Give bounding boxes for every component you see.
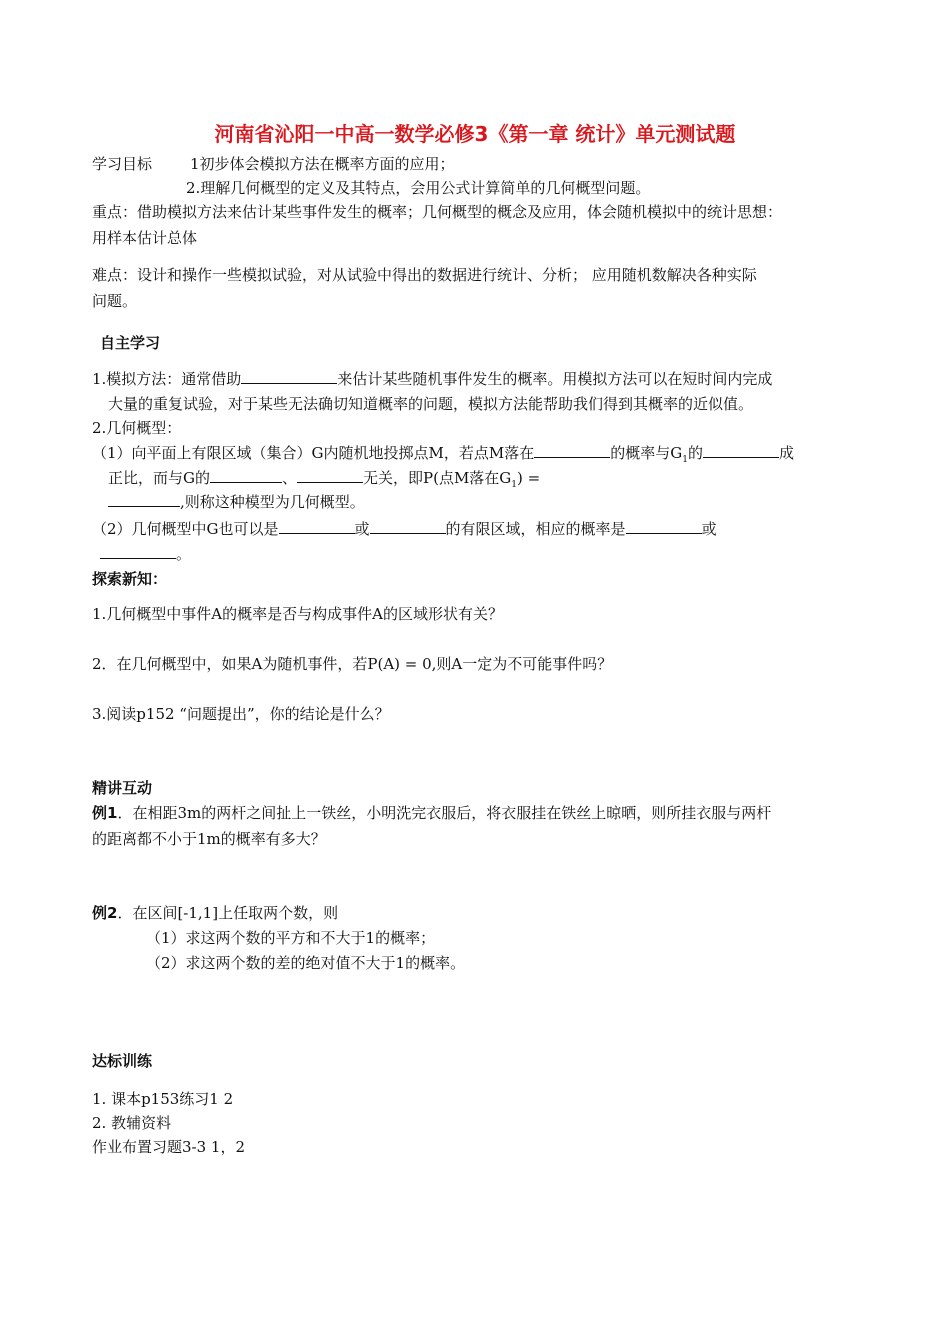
fill-blank: [100, 544, 176, 559]
q2-1-text-f: 、: [281, 469, 297, 487]
example-1-line-1: [92, 803, 771, 823]
fill-blank: [297, 468, 363, 483]
fill-blank: [626, 519, 702, 534]
example-1-line-2: 的距离都不小于1m的概率有多大？: [92, 830, 326, 848]
difficulties-line-1: 难点：设计和操作一些模拟试验，对从试验中得出的数据进行统计、分析； 应用随机数解决各种实际: [92, 266, 757, 284]
example-2-text: ．在区间[-1,1]上任取两个数，则: [117, 904, 339, 922]
q2-2-text-b: 或: [354, 520, 370, 538]
explore-q3: 3.阅读p152 “问题提出”，你的结论是什么？: [92, 705, 390, 723]
difficulties-line-2: 问题。: [92, 292, 138, 310]
practice-heading: 达标训练: [92, 1052, 153, 1070]
fill-blank: [210, 468, 282, 483]
q2-1-text-i: ) =: [517, 469, 541, 487]
q2-2-text-e: 。: [176, 545, 192, 563]
subscript: 1: [511, 480, 518, 490]
interaction-heading: 精讲互动: [92, 779, 153, 797]
self-study-q2-1-line-2: [108, 468, 540, 495]
example-1-text: ．在相距3m的两杆之间扯上一铁丝，小明洗完衣服后，将衣服挂在铁丝上晾晒，则所挂衣服与两杆: [117, 804, 772, 822]
explore-heading: 探索新知：: [92, 570, 168, 588]
homework: 作业布置习题3-3 1，2: [92, 1138, 246, 1156]
q2-1-text-b: 的概率与G: [610, 444, 683, 462]
self-study-q1-line-1: [92, 369, 772, 389]
practice-item-2: 2. 教辅资料: [92, 1114, 172, 1132]
q2-2-text-d: 或: [701, 520, 717, 538]
self-study-q2-1-line-3: [108, 492, 365, 512]
fill-blank: [279, 519, 355, 534]
practice-item-1: 1. 课本p153练习1 2: [92, 1090, 234, 1108]
q2-1-text-a: （1）向平面上有限区域（集合）G内随机地投掷点M，若点M落在: [92, 444, 535, 462]
q1-text-a: 1.模拟方法：通常借助: [92, 370, 242, 388]
explore-q2: 2．在几何概型中，如果A为随机事件，若P(A) = 0,则A一定为不可能事件吗？: [92, 655, 613, 673]
self-study-q2-2-line-2: [100, 544, 191, 564]
objective-2: 2.理解几何概型的定义及其特点，会用公式计算简单的几何概型问题。: [186, 179, 651, 197]
fill-blank: [370, 519, 446, 534]
example-2-line-1: [92, 903, 338, 923]
self-study-q1-line-2: 大量的重复试验，对于某些无法确切知道概率的问题，模拟方法能帮助我们得到其概率的近似值。: [108, 395, 754, 413]
q2-1-text-j: ,则称这种模型为几何概型。: [180, 493, 365, 511]
subscript: 1: [682, 455, 688, 465]
objective-1: 1初步体会模拟方法在概率方面的应用；: [190, 155, 455, 173]
self-study-q2: 2.几何概型：: [92, 419, 182, 437]
key-points-line-1: 重点：借助模拟方法来估计某些事件发生的概率；几何概型的概念及应用，体会随机模拟中的统计思想：: [92, 203, 783, 221]
q2-2-text-a: （2）几何概型中G也可以是: [92, 520, 279, 538]
example-2-label: 例2: [92, 904, 118, 922]
fill-blank: [241, 369, 337, 384]
q2-2-text-c: 的有限区域，相应的概率是: [445, 520, 626, 538]
self-study-q2-2-line-1: [92, 519, 717, 539]
objectives-label: 学习目标: [92, 155, 153, 173]
q2-1-text-g: 无关，即P(点M落在G: [363, 469, 512, 487]
q2-1-text-e: 正比，而与G的: [108, 469, 210, 487]
page-title: 河南省沁阳一中高一数学必修3《第一章 统计》单元测试题: [214, 122, 736, 146]
example-2-sub-2: （2）求这两个数的差的绝对值不大于1的概率。: [146, 954, 466, 972]
q2-1-text-d: 成: [778, 444, 794, 462]
key-points-line-2: 用样本估计总体: [92, 229, 198, 247]
self-study-heading: 自主学习: [100, 334, 161, 352]
explore-q1: 1.几何概型中事件A的概率是否与构成事件A的区域形状有关？: [92, 605, 503, 623]
example-2-sub-1: （1）求这两个数的平方和不大于1的概率；: [146, 929, 436, 947]
example-1-label: 例1: [92, 804, 118, 822]
fill-blank: [534, 443, 610, 458]
self-study-q2-1-line-1: [92, 443, 794, 470]
fill-blank: [108, 492, 180, 507]
q2-1-text-c: 的: [687, 444, 703, 462]
fill-blank: [703, 443, 779, 458]
q1-text-b: 来估计某些随机事件发生的概率。用模拟方法可以在短时间内完成: [337, 370, 773, 388]
